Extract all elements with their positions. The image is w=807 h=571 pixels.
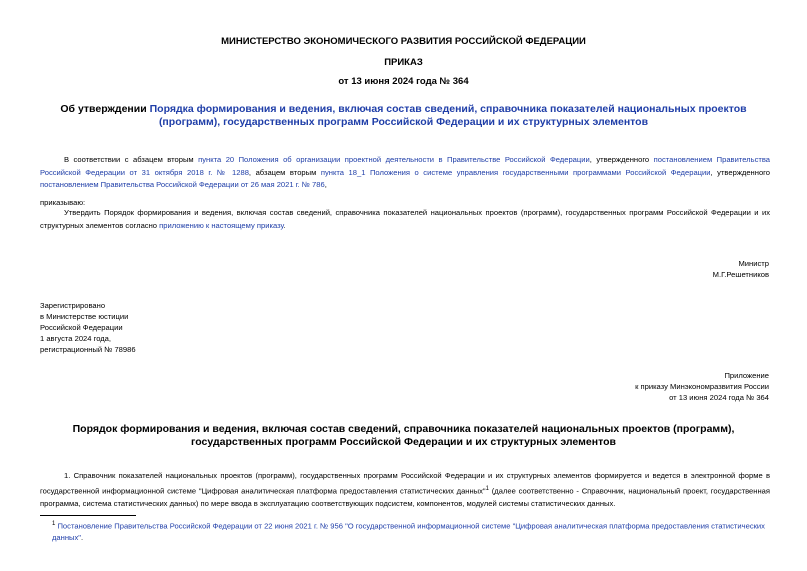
document-title xyxy=(40,103,767,129)
order-word: приказываю: xyxy=(40,198,86,207)
appendix-line: от 13 июня 2024 года № 364 xyxy=(669,393,769,402)
preamble-text-4: , утвержденного xyxy=(710,167,770,177)
title-link[interactable]: Порядка формирования и ведения, включая состав сведений, справочника показателей национальных проектов (программ), государственных программ Российской Федерации и их структурных элементов xyxy=(149,103,747,128)
preamble-link-1[interactable]: пункта 20 Положения об организации проектной деятельности в Правительстве Российской Федерации xyxy=(198,155,590,164)
registration-line: Зарегистрировано xyxy=(40,301,106,310)
registration-line: 1 августа 2024 года, xyxy=(40,334,112,343)
para1-text-2: (далее соответственно - Справочник, национальный проект, государственная программа, система статистических данных) по мере ввода в эксплуатацию соответствующих подсистем, компонентов, модулей системы статистических данных. xyxy=(40,486,770,508)
appendix-line: Приложение xyxy=(724,371,769,380)
appendix-title: Порядок формирования и ведения, включая состав сведений, справочника показателей национальных проектов (программ), государственных программ Российской Федерации и их структурных элементов xyxy=(72,423,735,448)
footnote-marker: 1 xyxy=(52,521,56,527)
preamble-link-2[interactable]: постановлением Правительства Российской Федерации от 31 октября 2018 г. № 1288 xyxy=(40,155,771,177)
footnote-end: . xyxy=(81,532,84,542)
appendix-link[interactable]: приложению к настоящему приказу xyxy=(159,220,284,230)
registration-line: Российской Федерации xyxy=(40,323,123,332)
section-paragraph-1 xyxy=(40,470,770,510)
footnote-link[interactable]: Постановление Правительства Российской Федерации от 22 июня 2021 г. № 956 "О государственной информационной системе "Цифровая аналитическая платформа предоставления статистических данных" xyxy=(52,521,765,542)
preamble-link-3[interactable]: пункта 18_1 Положения о системе управления государственными программами Российской Федерации xyxy=(320,167,711,177)
order-paragraph xyxy=(40,207,770,232)
registration-line: регистрационный № 78986 xyxy=(40,345,136,354)
preamble-text-2: , утвержденного xyxy=(589,155,654,164)
signature-name: М.Г.Решетников xyxy=(712,270,769,279)
preamble-text-3: , абзацем вторым xyxy=(248,167,321,177)
footnote-ref[interactable]: 1 xyxy=(485,485,489,492)
registration-line: в Министерстве юстиции xyxy=(40,312,129,321)
preamble-link-4[interactable]: постановлением Правительства Российской Федерации от 26 мая 2021 г. № 786 xyxy=(40,180,325,189)
title-prefix: Об утверждении xyxy=(60,103,150,115)
appendix-line: к приказу Минэкономразвития России xyxy=(635,382,769,391)
ministry-heading: МИНИСТЕРСТВО ЭКОНОМИЧЕСКОГО РАЗВИТИЯ РОССИЙСКОЙ ФЕДЕРАЦИИ xyxy=(221,36,586,47)
doc-date-number: от 13 июня 2024 года № 364 xyxy=(338,76,469,87)
signature-block xyxy=(713,258,769,280)
appendix-block xyxy=(635,370,769,403)
registration-block xyxy=(40,300,136,355)
preamble-text-1: В соответствии с абзацем вторым xyxy=(64,155,199,164)
footnote-divider xyxy=(40,515,136,516)
footnote xyxy=(52,519,772,543)
doc-type-heading: ПРИКАЗ xyxy=(384,57,423,68)
order-end: . xyxy=(283,220,286,230)
signature-title: Министр xyxy=(738,259,769,268)
preamble-text-5: , xyxy=(324,180,327,189)
para1-text-1: 1. Справочник показателей национальных проектов (программ), государственных программ Российской Федерации и их структурных элементов формируется и ведется в электронной форме в государственной информационной системе "Цифровая аналитическая платформа предоставления статистических данных" xyxy=(40,471,770,496)
preamble-paragraph xyxy=(40,154,770,192)
order-text: Утвердить Порядок формирования и ведения, включая состав сведений, справочника показателей национальных проектов (программ), государственных программ Российской Федерации и их структурных элементов согласно xyxy=(40,208,770,230)
